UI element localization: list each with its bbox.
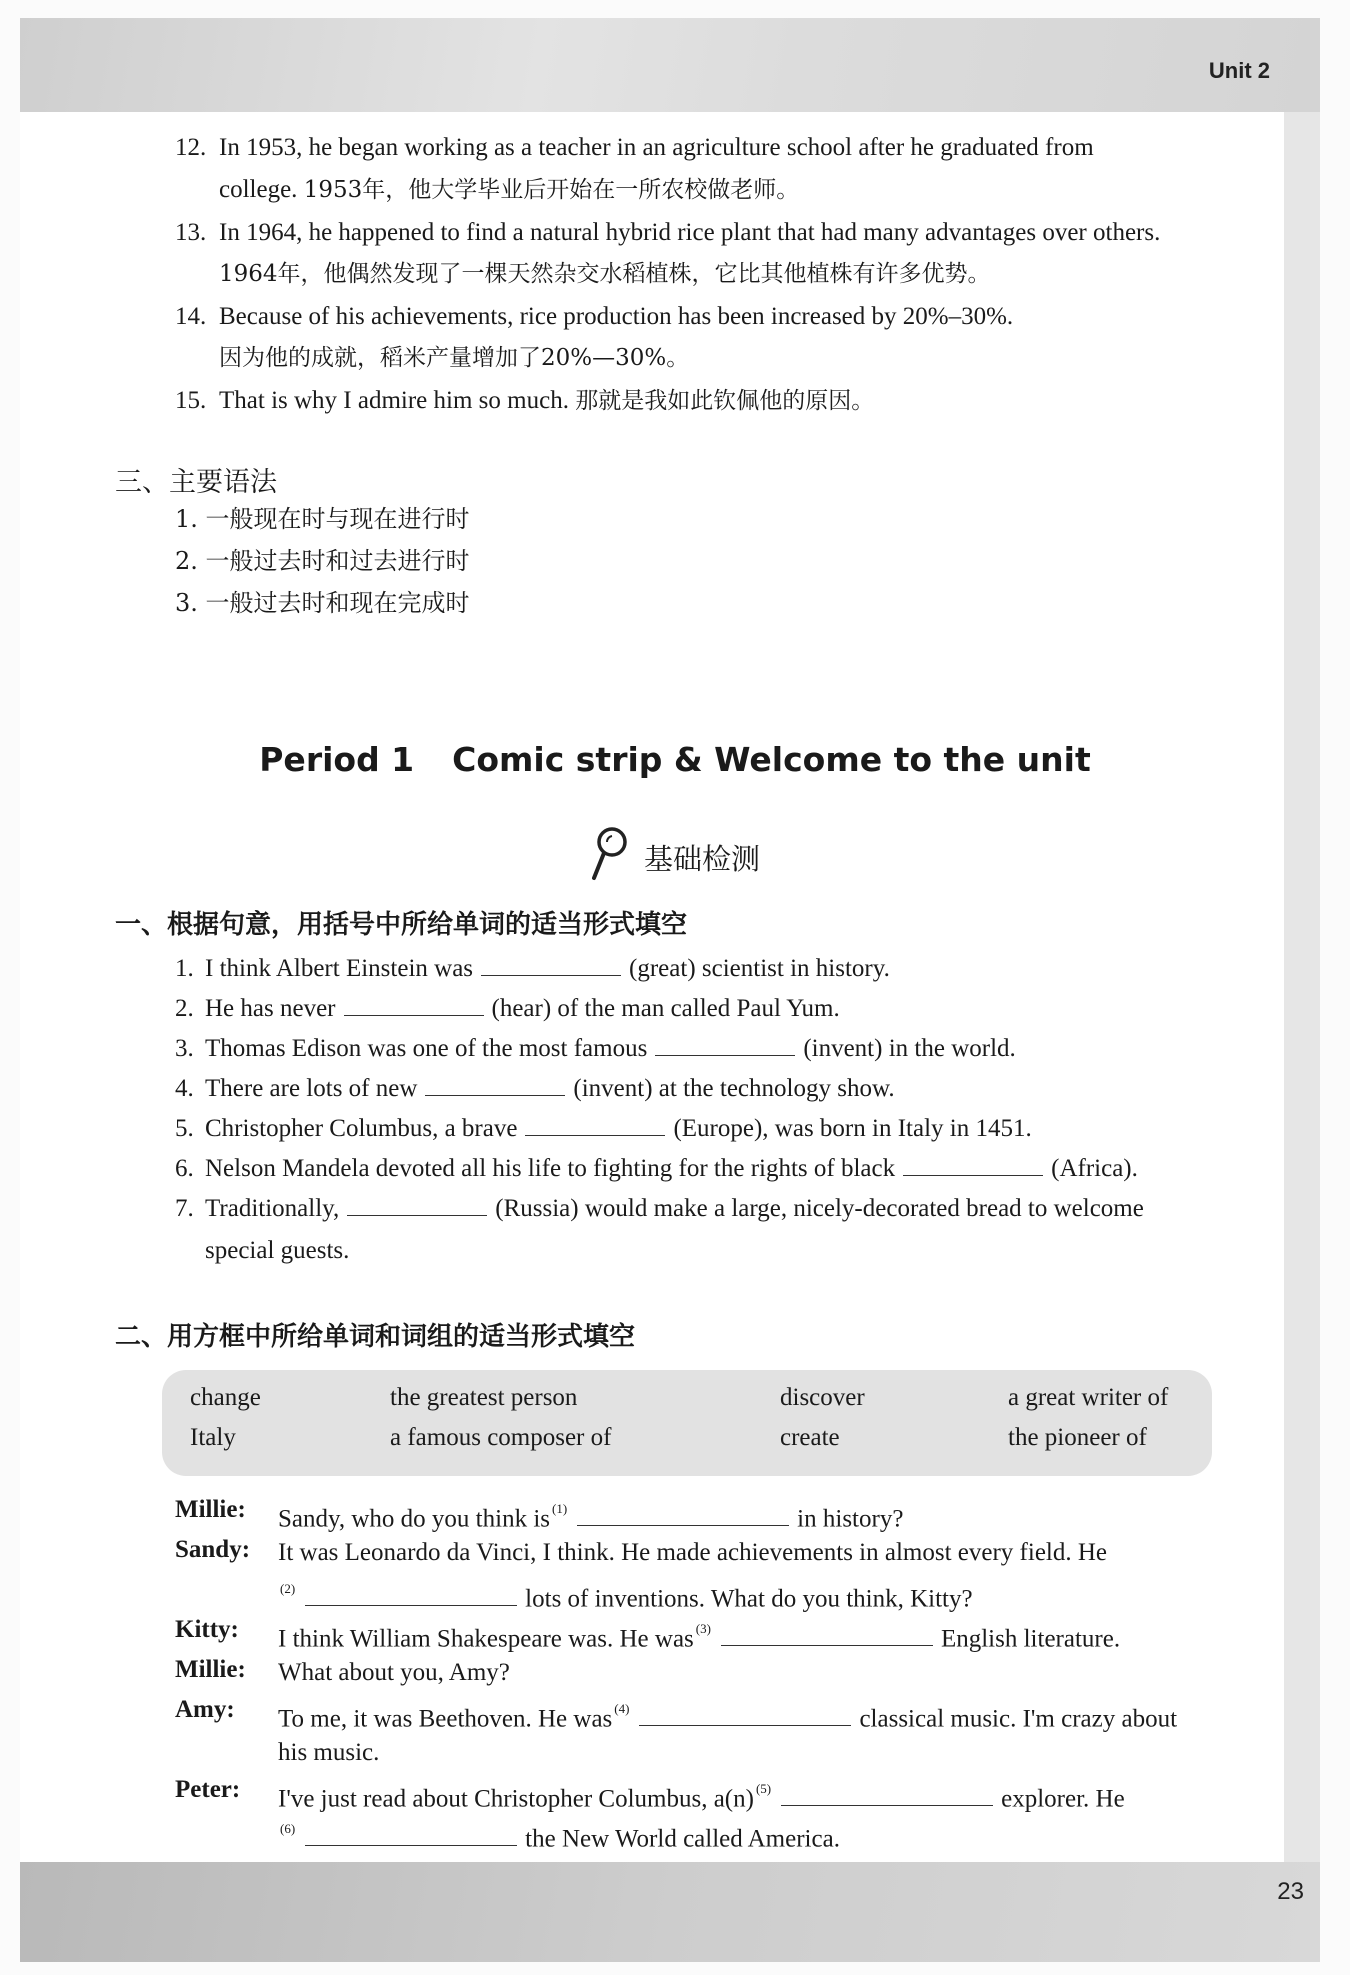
sentence-number: 13.: [175, 219, 207, 246]
sentence-en: college.: [219, 176, 304, 203]
period-number: Period 1: [259, 740, 415, 779]
basics-title: 基础检测: [644, 842, 761, 876]
blank-number: (6): [280, 1821, 296, 1836]
sentence-number: 12.: [175, 134, 207, 161]
sentence-15: [175, 384, 874, 418]
answer-blank[interactable]: [655, 1033, 795, 1056]
magnifier-icon: [590, 826, 630, 889]
word-option: discover: [780, 1384, 865, 1411]
side-band: [1284, 112, 1320, 1862]
dialogue-text: the New World called America.: [525, 1825, 840, 1853]
answer-blank[interactable]: [425, 1073, 565, 1096]
sentence-number: 14.: [175, 303, 207, 330]
item-text: (Africa).: [1051, 1155, 1138, 1182]
item-number: 6.: [175, 1155, 194, 1182]
grammar-item-2: 2. 一般过去时和过去进行时: [175, 547, 470, 575]
word-box: [162, 1370, 1212, 1476]
dialogue-line: [278, 1496, 903, 1536]
answer-blank[interactable]: [347, 1193, 487, 1216]
sentence-12: [175, 131, 1094, 165]
dialogue-line: [278, 1816, 840, 1856]
sentence-zh: 因为他的成就，稻米产量增加了20%—30%。: [219, 345, 690, 371]
speaker-name: Millie:: [175, 1496, 246, 1523]
blank-number: (2): [280, 1581, 296, 1596]
exercise-item-4: [175, 1072, 895, 1106]
exercise-item-6: [175, 1152, 1138, 1186]
item-text: Thomas Edison was one of the most famous: [205, 1035, 648, 1062]
sentence-en: In 1953, he began working as a teacher in an agriculture school after he graduated from: [219, 134, 1094, 161]
sentence-zh: 1964年，他偶然发现了一棵天然杂交水稻植株，它比其他植株有许多优势。: [219, 261, 991, 287]
item-text: I think Albert Einstein was: [205, 955, 474, 982]
sentence-zh: 1953年，他大学毕业后开始在一所农校做老师。: [303, 177, 800, 203]
item-text: There are lots of new: [205, 1075, 418, 1102]
answer-blank[interactable]: [577, 1503, 789, 1526]
item-number: 4.: [175, 1075, 194, 1102]
word-option: a great writer of: [1008, 1384, 1169, 1411]
sentence-13: [175, 216, 1160, 250]
answer-blank[interactable]: [481, 953, 621, 976]
item-text: (great) scientist in history.: [629, 955, 890, 982]
sentence-en: In 1964, he happened to find a natural hybrid rice plant that had many advantages over others.: [219, 219, 1161, 246]
word-option: create: [780, 1424, 840, 1451]
exercise-item-3: [175, 1032, 1016, 1066]
blank-number: (3): [695, 1621, 711, 1636]
grammar-item-1: 1. 一般现在时与现在进行时: [175, 505, 470, 533]
word-option: the pioneer of: [1008, 1424, 1147, 1451]
exercise-item-7-cont: special guests.: [205, 1237, 350, 1264]
exercise-item-5: [175, 1112, 1032, 1146]
dialogue-line: [278, 1616, 1120, 1656]
item-number: 5.: [175, 1115, 194, 1142]
speaker-name: Sandy:: [175, 1536, 251, 1563]
dialogue-line: It was Leonardo da Vinci, I think. He made achievements in almost every field. He: [278, 1539, 1108, 1566]
basics-heading: [590, 826, 760, 889]
answer-blank[interactable]: [639, 1703, 851, 1726]
answer-blank[interactable]: [305, 1823, 517, 1846]
exercise-item-2: [175, 992, 840, 1026]
item-number: 7.: [175, 1195, 194, 1222]
item-text: He has never: [205, 995, 336, 1022]
answer-blank[interactable]: [781, 1783, 993, 1806]
header-band: [20, 18, 1320, 114]
section1-heading: 一、根据句意，用括号中所给单词的适当形式填空: [115, 910, 688, 940]
answer-blank[interactable]: [721, 1623, 933, 1646]
item-number: 1.: [175, 955, 194, 982]
sentence-zh: 那就是我如此钦佩他的原因。: [575, 388, 875, 414]
dialogue-text: lots of inventions. What do you think, Kitty?: [525, 1585, 973, 1613]
grammar-item-3: 3. 一般过去时和现在完成时: [175, 589, 470, 617]
exercise-item-7: [175, 1192, 1144, 1226]
unit-label: Unit 2: [1208, 58, 1270, 83]
period-heading: [0, 740, 1350, 779]
page-number: 23: [1277, 1878, 1304, 1905]
dialogue-line: [278, 1776, 1125, 1816]
speaker-name: Kitty:: [175, 1616, 239, 1643]
item-text: (invent) in the world.: [803, 1035, 1016, 1062]
sentence-14-zh: [219, 341, 689, 375]
sentence-number: 15.: [175, 387, 207, 414]
sentence-en: Because of his achievements, rice production has been increased by 20%–30%.: [219, 303, 1014, 330]
item-text: (Russia) would make a large, nicely-decorated bread to welcome: [495, 1195, 1144, 1222]
item-text: (hear) of the man called Paul Yum.: [491, 995, 840, 1022]
dialogue-text: Sandy, who do you think is: [278, 1505, 550, 1533]
grammar-heading: 三、主要语法: [115, 467, 277, 498]
blank-number: (5): [755, 1781, 772, 1796]
dialogue-text: English literature.: [940, 1625, 1121, 1653]
word-option: the greatest person: [390, 1384, 578, 1411]
dialogue-line: What about you, Amy?: [278, 1659, 510, 1686]
dialogue-text: I've just read about Christopher Columbus, a(n): [278, 1785, 754, 1813]
item-text: (invent) at the technology show.: [573, 1075, 895, 1102]
speaker-name: Millie:: [175, 1656, 246, 1683]
dialogue-line: his music.: [278, 1739, 380, 1766]
blank-number: (4): [614, 1701, 630, 1716]
item-text: (Europe), was born in Italy in 1451.: [673, 1115, 1032, 1142]
dialogue-line: [278, 1696, 1177, 1736]
sentence-13-zh: [219, 257, 991, 291]
dialogue-text: I think William Shakespeare was. He was: [278, 1625, 694, 1653]
sentence-14: [175, 300, 1013, 334]
sentence-12-cont: [219, 173, 799, 207]
item-text: Christopher Columbus, a brave: [205, 1115, 518, 1142]
dialogue-text: classical music. I'm crazy about: [859, 1705, 1178, 1733]
speaker-name: Amy:: [175, 1696, 235, 1723]
period-title: Comic strip & Welcome to the unit: [452, 740, 1091, 779]
item-text: Nelson Mandela devoted all his life to fighting for the rights of black: [205, 1155, 896, 1182]
speaker-name: Peter:: [175, 1776, 241, 1803]
item-text: Traditionally,: [205, 1195, 340, 1222]
dialogue-text: in history?: [797, 1505, 904, 1533]
dialogue-line: [278, 1576, 973, 1616]
exercise-item-1: [175, 952, 890, 986]
blank-number: (1): [552, 1501, 568, 1516]
word-option: Italy: [190, 1424, 236, 1451]
answer-blank[interactable]: [903, 1153, 1043, 1176]
word-option: a famous composer of: [390, 1424, 612, 1451]
sentence-en: That is why I admire him so much.: [219, 387, 576, 414]
answer-blank[interactable]: [305, 1583, 517, 1606]
dialogue-text: explorer. He: [1001, 1785, 1125, 1813]
footer-band: [20, 1862, 1320, 1962]
answer-blank[interactable]: [525, 1113, 665, 1136]
item-number: 3.: [175, 1035, 194, 1062]
section2-heading: 二、用方框中所给单词和词组的适当形式填空: [115, 1322, 636, 1352]
word-option: change: [190, 1384, 261, 1411]
answer-blank[interactable]: [344, 993, 484, 1016]
dialogue-text: To me, it was Beethoven. He was: [278, 1705, 613, 1733]
item-number: 2.: [175, 995, 194, 1022]
